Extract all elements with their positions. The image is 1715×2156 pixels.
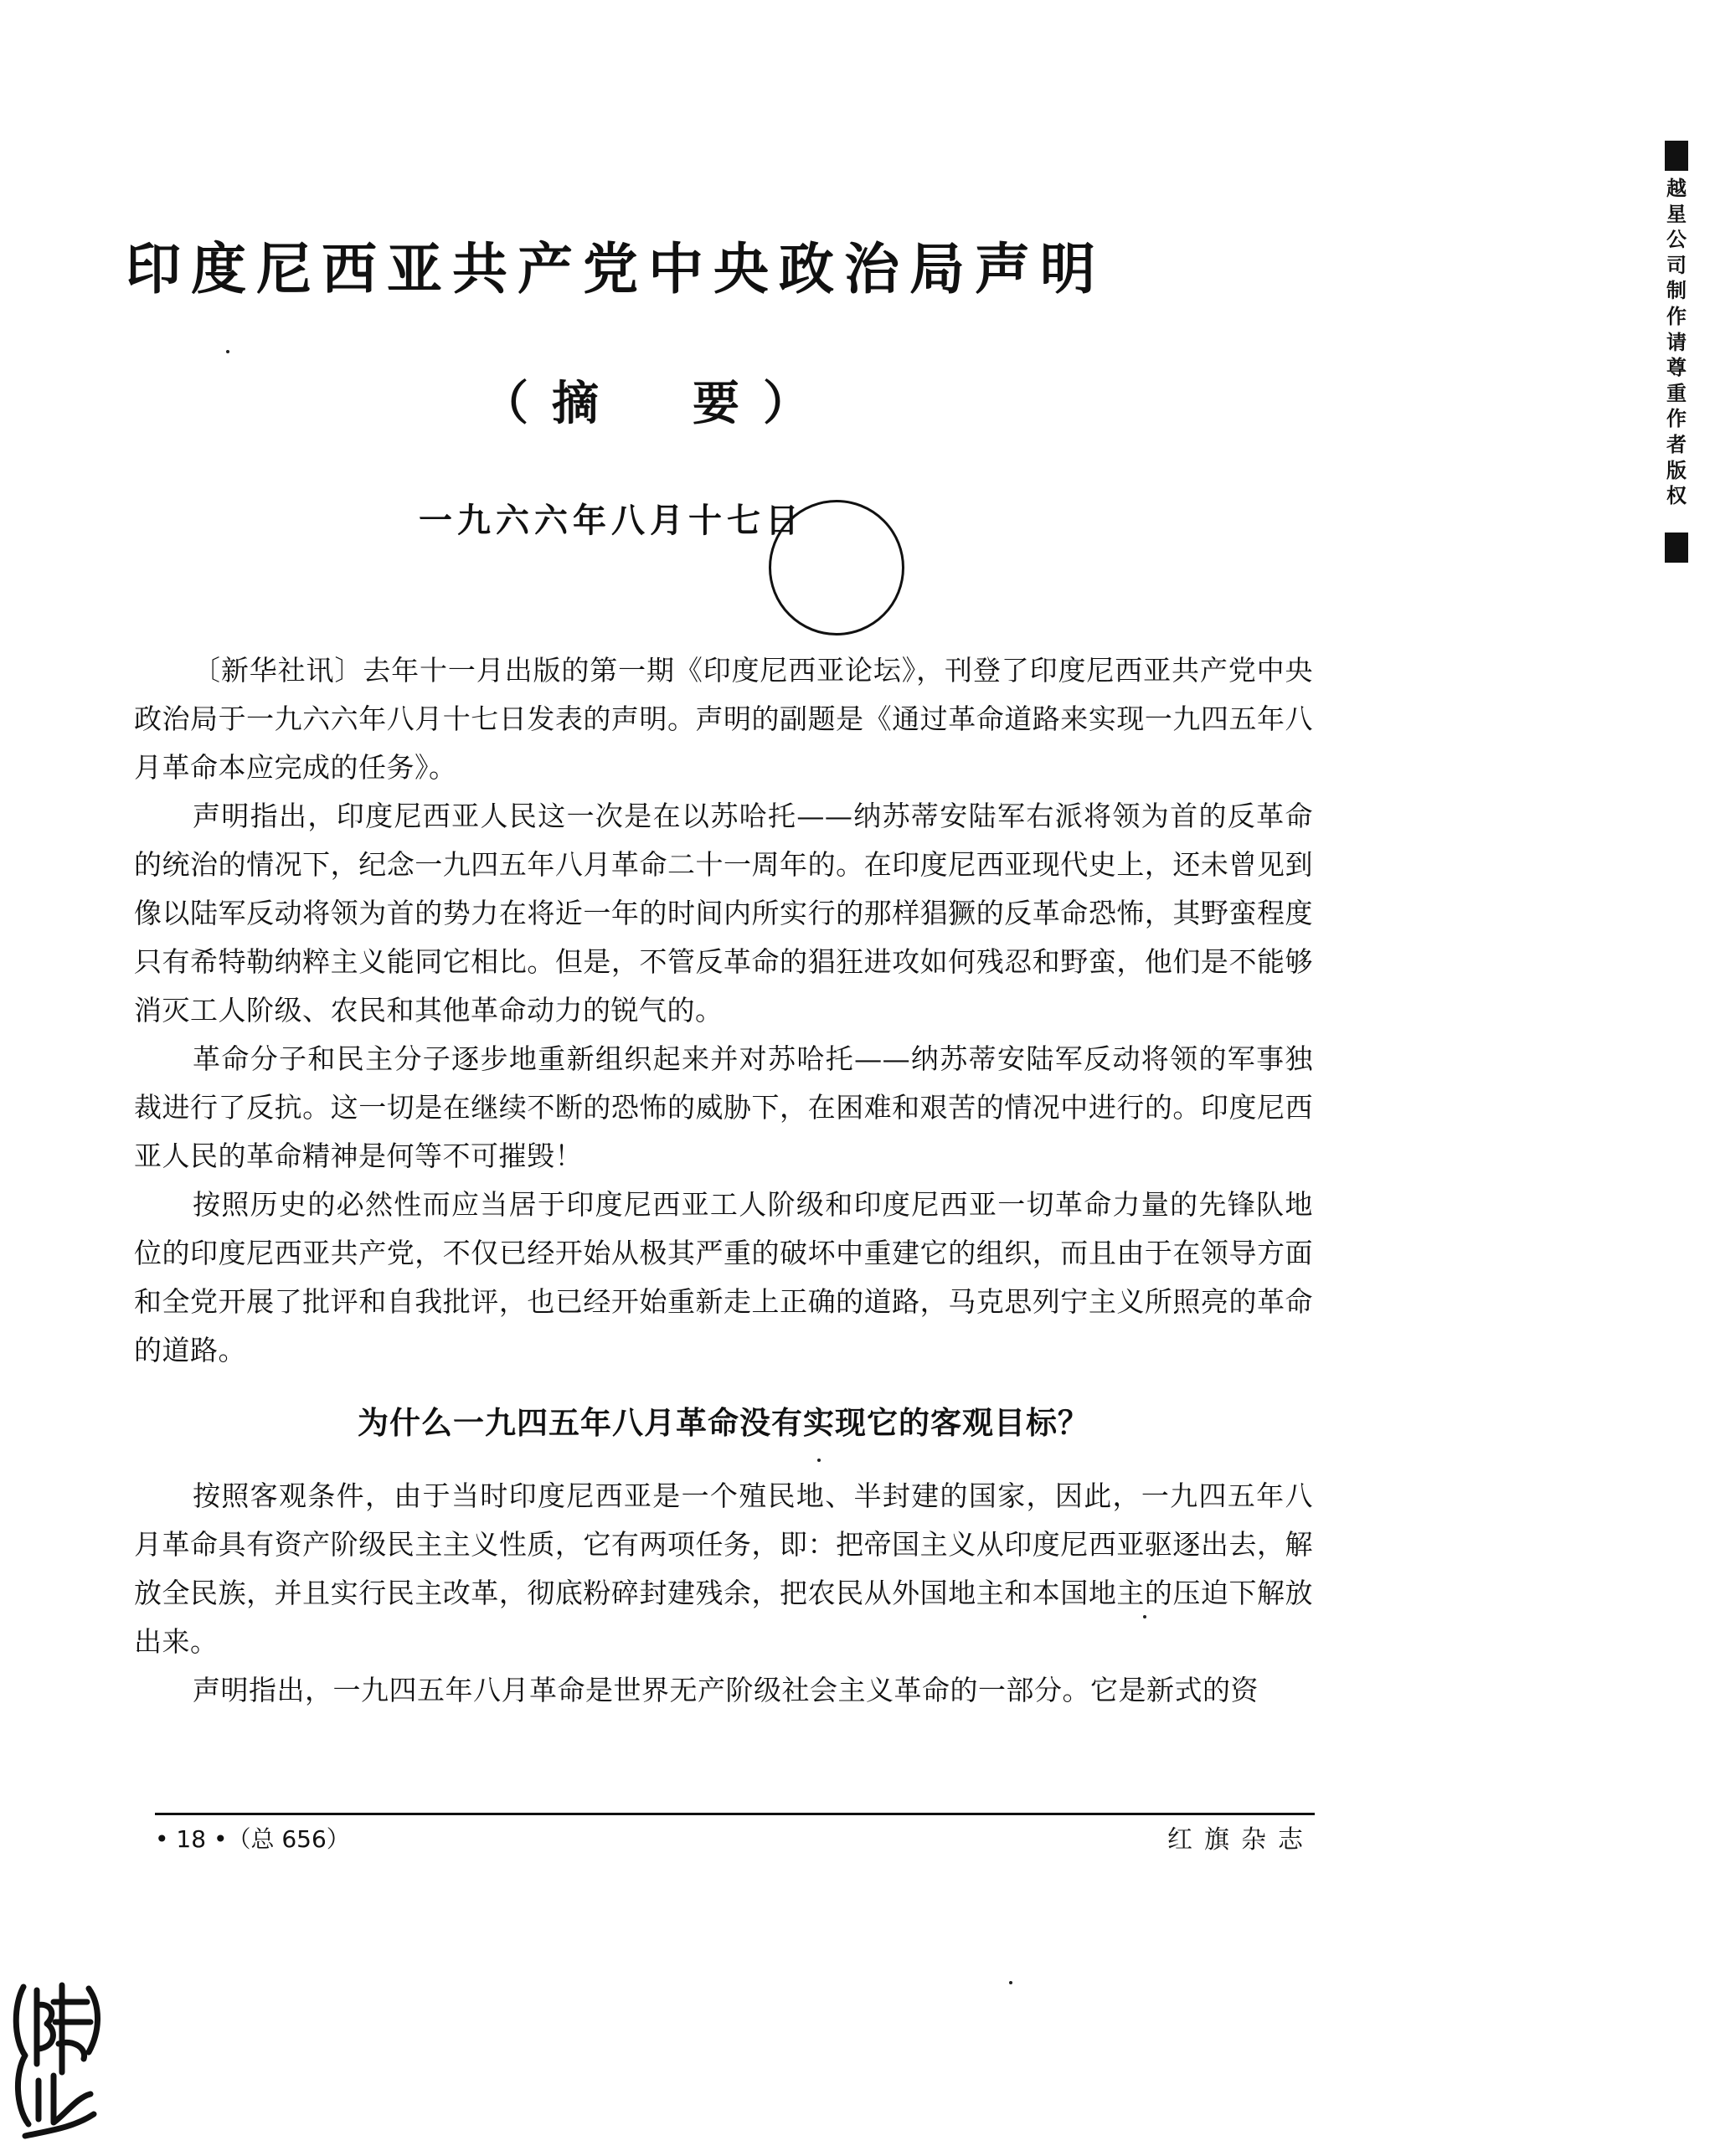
- paragraph: 革命分子和民主分子逐步地重新组织起来并对苏哈托——纳苏蒂安陆军反动将领的军事独裁进行了反抗。这一切是在继续不断的恐怖的威胁下，在困难和艰苦的情况中进行的。印度尼西亚人民的革命精神是何等不可摧毁！: [134, 1042, 1313, 1172]
- document-date: 一九六六年八月十七日: [419, 502, 804, 540]
- paragraph: 声明指出，印度尼西亚人民这一次是在以苏哈托——纳苏蒂安陆军右派将领为首的反革命的统治的情况下，纪念一九四五年八月革命二十一周年的。在印度尼西亚现代史上，还未曾见到像以陆军反动将领为首的势力在将近一年的时间内所实行的那样猖獗的反革命恐怖，其野蛮程度只有希特勒纳粹主义能同它相比。但是，不管反革命的猖狂进攻如何残忍和野蛮，他们是不能够消灭工人阶级、农民和其他革命动力的锐气的。: [134, 800, 1313, 1027]
- footer-divider: [155, 1813, 1315, 1815]
- watermark-glyph: 制: [1666, 279, 1687, 303]
- journal-name: 红旗杂志: [1167, 1825, 1315, 1855]
- watermark-glyph: 尊: [1666, 356, 1687, 380]
- watermark-bar-top: [1665, 141, 1688, 171]
- watermark-glyph: 版: [1666, 458, 1687, 482]
- watermark-glyph: 作: [1666, 304, 1687, 328]
- hand-drawn-circle-mark: [769, 500, 904, 635]
- side-watermark: [1661, 176, 1692, 509]
- watermark-glyph: 星: [1666, 202, 1687, 226]
- watermark-glyph: 作: [1666, 407, 1687, 431]
- section-heading: 为什么一九四五年八月革命没有实现它的客观目标？: [358, 1405, 1089, 1441]
- paragraph: 声明指出，一九四五年八月革命是世界无产阶级社会主义革命的一部分。它是新式的资: [193, 1674, 1259, 1706]
- watermark-glyph: 司: [1666, 253, 1687, 277]
- article-body: [134, 646, 1313, 1715]
- watermark-glyph: 权: [1666, 484, 1687, 508]
- watermark-glyph: 公: [1666, 228, 1687, 252]
- document-subtitle: （摘 要）: [482, 376, 833, 431]
- watermark-glyph: 重: [1666, 381, 1687, 405]
- paragraph: 按照历史的必然性而应当居于印度尼西亚工人阶级和印度尼西亚一切革命力量的先锋队地位的印度尼西亚共产党，不仅已经开始从极其严重的破坏中重建它的组织，而且由于在领导方面和全党开展了批评和自我批评，也已经开始重新走上正确的道路，马克思列宁主义所照亮的革命的道路。: [134, 1188, 1313, 1366]
- watermark-bar-bottom: [1665, 533, 1688, 563]
- paragraph: 按照客观条件，由于当时印度尼西亚是一个殖民地、半封建的国家，因此，一九四五年八月革命具有资产阶级民主主义性质，它有两项任务，即：把帝国主义从印度尼西亚驱逐出去，解放全民族，并且实行民主改革，彻底粉碎封建残余，把农民从外国地主和本国地主的压迫下解放出来。: [134, 1479, 1313, 1658]
- seal-stamp: [7, 1972, 104, 2139]
- watermark-glyph: 请: [1666, 330, 1687, 354]
- page-number: • 18 •（总 656）: [155, 1825, 350, 1853]
- watermark-glyph: 者: [1666, 432, 1687, 456]
- paragraph: 〔新华社讯〕去年十一月出版的第一期《印度尼西亚论坛》，刊登了印度尼西亚共产党中央政治局于一九六六年八月十七日发表的声明。声明的副题是《通过革命道路来实现一九四五年八月革命本应完成的任务》。: [134, 654, 1313, 784]
- document-title: 印度尼西亚共产党中央政治局声明: [126, 237, 1105, 301]
- watermark-glyph: 越: [1666, 177, 1687, 200]
